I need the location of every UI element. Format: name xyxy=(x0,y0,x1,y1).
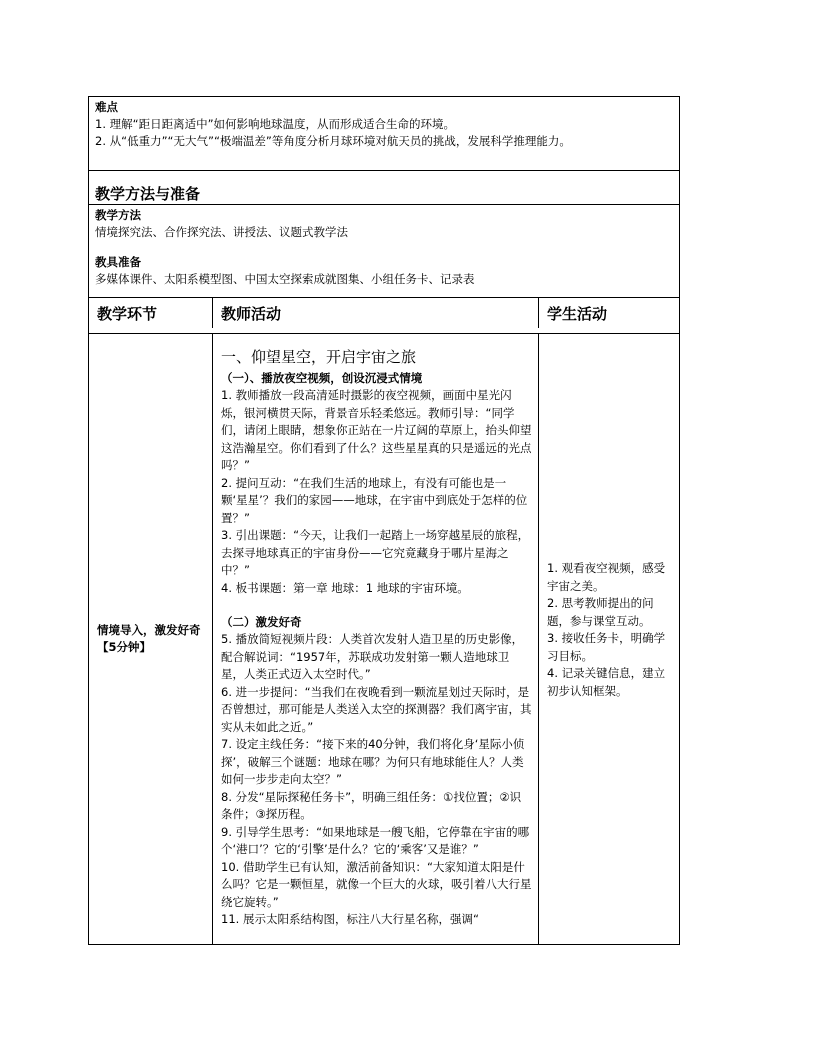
header-student: 学生活动 xyxy=(547,304,608,323)
teacher-step: 1. 教师播放一段高清延时摄影的夜空视频，画面中星光闪烁，银河横贯天际，背景音乐轻柔悠远。教师引导：“同学们，请闭上眼睛，想象你正站在一片辽阔的草原上，抬头仰望这浩瀚星空。你们看到了什么？这些星星真的只是遥远的光点吗？” xyxy=(221,388,532,472)
header-teacher: 教师活动 xyxy=(213,298,539,328)
student-step: 1. 观看夜空视频，感受宇宙之美。 xyxy=(547,561,666,593)
teacher-step: 3. 引出课题：“今天，让我们一起踏上一场穿越星辰的旅程，去探寻地球真正的宇宙身份——它究竟藏身于哪片星海之中？” xyxy=(221,528,530,577)
methods-heading: 教学方法与准备 xyxy=(89,171,679,205)
teacher-step: 2. 提问互动：“在我们生活的地球上，有没有可能也是一颗‘星星’？我们的家园——地球，在宇宙中到底处于怎样的位置？” xyxy=(221,475,528,525)
student-cell xyxy=(539,334,679,944)
teacher-step: 6. 进一步提问：“当我们在夜晚看到一颗流星划过天际时，是否曾想过，那可能是人类送入太空的探测器？我们离宇宙，其实从未如此之近。” xyxy=(221,684,532,734)
teacher-step: 9. 引导学生思考：“如果地球是一艘飞船，它停靠在宇宙的哪个‘港口’？它的‘引擎’是什么？它的‘乘客’又是谁？” xyxy=(221,824,530,856)
student-step: 3. 接收任务卡，明确学习目标。 xyxy=(547,631,666,663)
student-step: 4. 记录关键信息，建立初步认知框架。 xyxy=(547,666,666,698)
methods-label: 教学方法 xyxy=(95,208,141,222)
tools-text: 多媒体课件、太阳系模型图、中国太空探索成就图集、小组任务卡、记录表 xyxy=(95,272,475,286)
teacher-step: 8. 分发“星际探秘任务卡”，明确三组任务：①找位置；②识条件；③探历程。 xyxy=(221,789,522,821)
stage-cell xyxy=(89,334,213,944)
teacher-step: 7. 设定主线任务：“接下来的40分钟，我们将化身‘星际小侦探’，破解三个谜题：地球在哪？为何只有地球能住人？人类如何一步步走向太空？” xyxy=(221,737,525,786)
lesson-plan-table xyxy=(88,96,680,945)
tools-label: 教具准备 xyxy=(95,255,141,269)
difficulty-label: 难点 xyxy=(95,100,118,114)
teacher-step: 10. 借助学生已有认知，激活前备知识：“大家知道太阳是什么吗？它是一颗恒星，就像一个巨大的火球，吸引着八大行星绕它旋转。” xyxy=(221,859,532,909)
methods-text: 情境探究法、合作探究法、讲授法、议题式教学法 xyxy=(95,225,348,239)
teacher-step: 5. 播放简短视频片段：人类首次发射人造卫星的历史影像，配合解说词：“1957年，苏联成功发射第一颗人造地球卫星，人类正式迈入太空时代。” xyxy=(221,632,524,681)
student-step: 2. 思考教师提出的问题，参与课堂互动。 xyxy=(547,596,654,628)
difficulty-item: 1. 理解“距日距离适中”如何影响地球温度，从而形成适合生命的环境。 xyxy=(95,117,456,131)
teacher-title: 一、仰望星空，开启宇宙之旅 xyxy=(221,348,417,366)
difficulty-section xyxy=(89,97,679,171)
teacher-cell xyxy=(213,334,539,944)
teacher-step: 11. 展示太阳系结构图，标注八大行星名称，强调“ xyxy=(221,912,479,926)
stage-text: 情境导入，激发好奇【5分钟】 xyxy=(97,622,201,654)
methods-content xyxy=(89,205,679,298)
table-header-row xyxy=(89,298,679,334)
teacher-step: 4. 板书课题：第一章 地球：1 地球的宇宙环境。 xyxy=(221,580,469,595)
difficulty-item: 2. 从“低重力”“无大气”“极端温差”等角度分析月球环境对航天员的挑战，发展科学推理能力。 xyxy=(95,134,571,148)
part2-title: （二）激发好奇 xyxy=(221,615,302,629)
part1-title: （一）、播放夜空视频，创设沉浸式情境 xyxy=(221,371,423,385)
table-row xyxy=(89,334,679,944)
header-stage: 教学环节 xyxy=(89,298,213,328)
